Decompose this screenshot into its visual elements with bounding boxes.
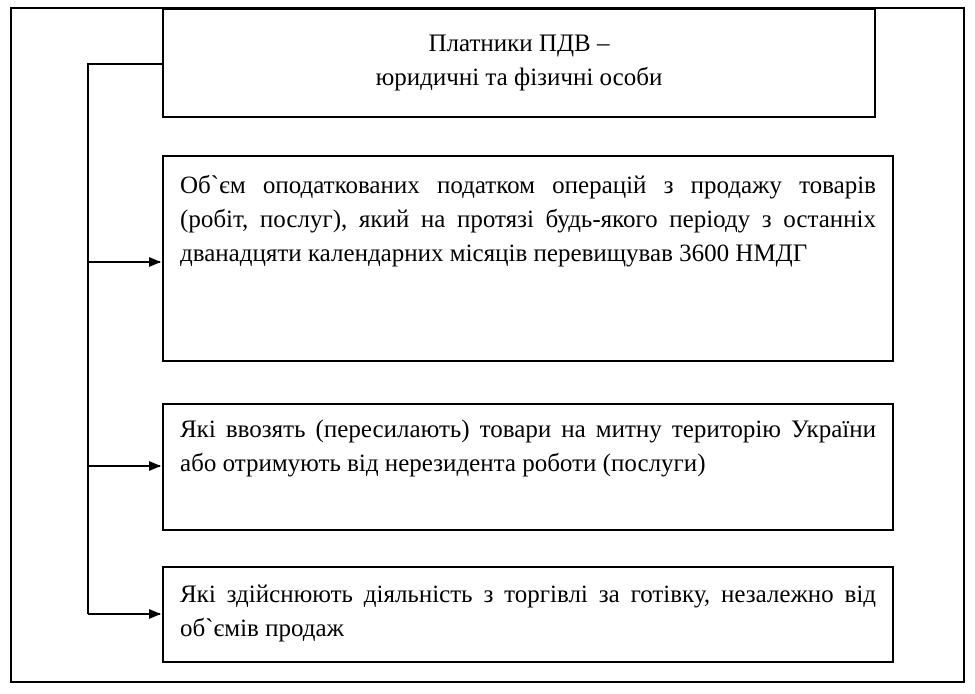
title-box xyxy=(162,8,876,118)
item-text: Які здійснюють діяльність з торгівлі за готівку, незалежно від об`ємів продаж xyxy=(180,581,876,642)
title-line-2: юридичні та фізичні особи xyxy=(375,64,663,91)
item-box-cash-trade xyxy=(162,566,894,663)
item-text: Які ввозять (пересилають) товари на митну територію України або отримують від нерезидента роботи (послуги) xyxy=(180,416,876,477)
item-box-turnover xyxy=(162,155,894,362)
item-box-importers xyxy=(162,403,894,531)
item-text: Об`єм оподаткованих податком операцій з продажу товарів (робіт, послуг), який на протязі будь-якого періоду з останніх дванадцяти календарних місяців перевищував 3600 НМДГ xyxy=(180,172,876,267)
title-line-1: Платники ПДВ – xyxy=(428,30,610,57)
